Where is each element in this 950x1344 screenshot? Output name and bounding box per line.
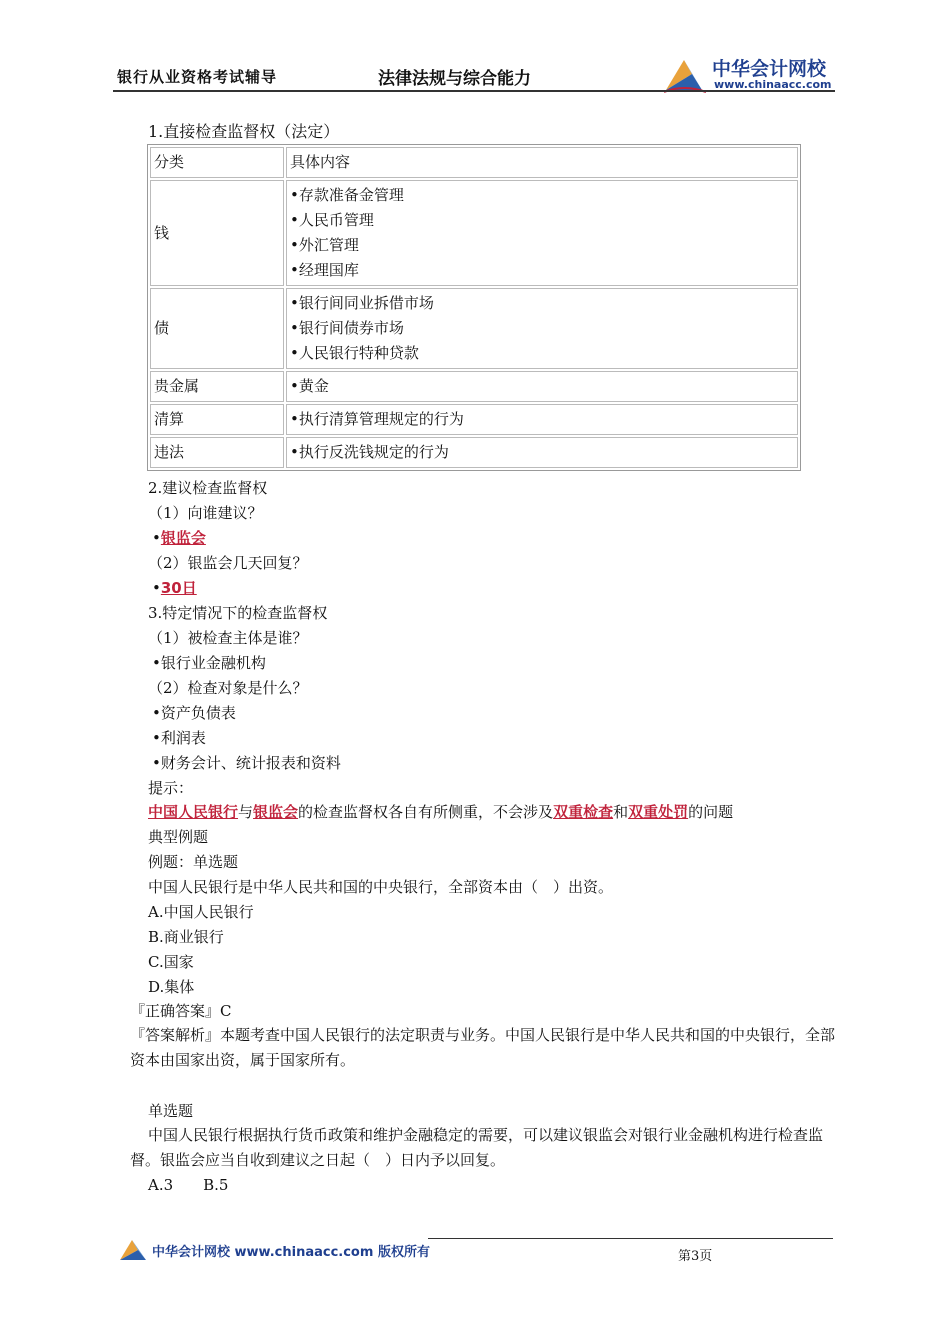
- table-row: [150, 404, 798, 435]
- logo-chinese-name: 中华会计网校: [712, 58, 827, 80]
- section2-title: 2.建议检查监督权: [148, 479, 268, 497]
- list-item: •银行间同业拆借市场: [290, 294, 434, 312]
- table-cell-content: [286, 180, 798, 286]
- table-cell-category: 清算: [150, 404, 284, 435]
- header-left-title: 银行从业资格考试辅导: [117, 68, 278, 86]
- bullet: •: [152, 529, 161, 547]
- table-cell-content: •黄金: [286, 371, 798, 402]
- question-line: （2）检查对象是什么？: [148, 679, 308, 697]
- highlight-keyword: 银监会: [253, 803, 299, 821]
- table-row: [150, 437, 798, 468]
- tip-line: [148, 802, 733, 822]
- list-item: •存款准备金管理: [290, 186, 404, 204]
- tip-text: 和: [613, 803, 629, 821]
- question-line: （2）银监会几天回复？: [148, 554, 308, 572]
- option-b: B.商业银行: [148, 928, 224, 946]
- tip-text: 的问题: [688, 803, 734, 821]
- table-row: [150, 371, 798, 402]
- highlight-keyword: 30日: [160, 579, 197, 597]
- section3-title: 3.特定情况下的检查监督权: [148, 604, 328, 622]
- footer: [118, 1232, 838, 1272]
- option-a: A.中国人民银行: [148, 903, 254, 921]
- footer-logo-icon: [118, 1238, 148, 1262]
- answer-analysis: 『答案解析』本题考查中国人民银行的法定职责与业务。中国人民银行是中华人民共和国的中央银行，全部资本由国家出资，属于国家所有。: [130, 1026, 836, 1069]
- list-item: •人民银行特种贷款: [290, 344, 419, 362]
- tip-text: 与: [238, 803, 254, 821]
- table-row: [150, 288, 798, 369]
- option-d: D.集体: [148, 978, 195, 996]
- table-cell-content: [286, 288, 798, 369]
- logo-url: www.chinaacc.com: [714, 78, 832, 91]
- supervision-table: [147, 144, 801, 471]
- highlight-keyword: 中国人民银行: [148, 803, 239, 821]
- list-item: •外汇管理: [290, 236, 359, 254]
- correct-answer: 『正确答案』C: [130, 1002, 232, 1020]
- answer-line: [152, 578, 197, 598]
- page-number: 第3页: [678, 1249, 713, 1264]
- table-header-category: 分类: [150, 147, 284, 178]
- answer-line: •资产负债表: [152, 704, 236, 722]
- list-item: •人民币管理: [290, 211, 374, 229]
- question-line: （1）向谁建议？: [148, 504, 263, 522]
- answer-line: •银行业金融机构: [152, 654, 266, 672]
- typical-examples-heading: 典型例题: [148, 828, 209, 846]
- table-cell-category: 违法: [150, 437, 284, 468]
- tip-label: 提示：: [148, 779, 194, 797]
- answer-line: [152, 528, 206, 548]
- question-line: （1）被检查主体是谁？: [148, 629, 308, 647]
- table-header-row: [150, 147, 798, 178]
- section1-title: 1.直接检查监督权（法定）: [148, 122, 340, 141]
- answer-line: •利润表: [152, 729, 206, 747]
- example-label: 例题：单选题: [148, 853, 239, 871]
- question-text: 中国人民银行是中华人民共和国的中央银行，全部资本由（ ）出资。: [148, 878, 614, 896]
- highlight-keyword: 双重处罚: [628, 803, 689, 821]
- answer-line: •财务会计、统计报表和资料: [152, 754, 341, 772]
- table-cell-category: 贵金属: [150, 371, 284, 402]
- header-divider: [113, 90, 835, 92]
- table-header-content: 具体内容: [286, 147, 798, 178]
- option-c: C.国家: [148, 953, 194, 971]
- highlight-keyword: 双重检查: [553, 803, 614, 821]
- question-text: 中国人民银行根据执行货币政策和维护金融稳定的需要，可以建议银监会对银行业金融机构进行检查监督。银监会应当自收到建议之日起（ ）日内予以回复。: [130, 1126, 824, 1169]
- question-options: A.3 B.5: [148, 1176, 229, 1194]
- table-cell-category: 债: [150, 288, 284, 369]
- footer-divider: [428, 1238, 833, 1239]
- table-cell-category: 钱: [150, 180, 284, 286]
- header-center-title: 法律法规与综合能力: [378, 69, 531, 89]
- list-item: •经理国库: [290, 261, 359, 279]
- single-choice-label: 单选题: [148, 1102, 194, 1120]
- highlight-keyword: 银监会: [160, 529, 206, 547]
- tip-text: 的检查监督权各自有所侧重，不会涉及: [298, 803, 554, 821]
- bullet: •: [152, 579, 161, 597]
- table-cell-content: •执行反洗钱规定的行为: [286, 437, 798, 468]
- list-item: •银行间债券市场: [290, 319, 404, 337]
- table-row: [150, 180, 798, 286]
- logo-icon: [662, 56, 708, 94]
- table-cell-content: •执行清算管理规定的行为: [286, 404, 798, 435]
- footer-copyright: 中华会计网校 www.chinaacc.com 版权所有: [152, 1245, 430, 1260]
